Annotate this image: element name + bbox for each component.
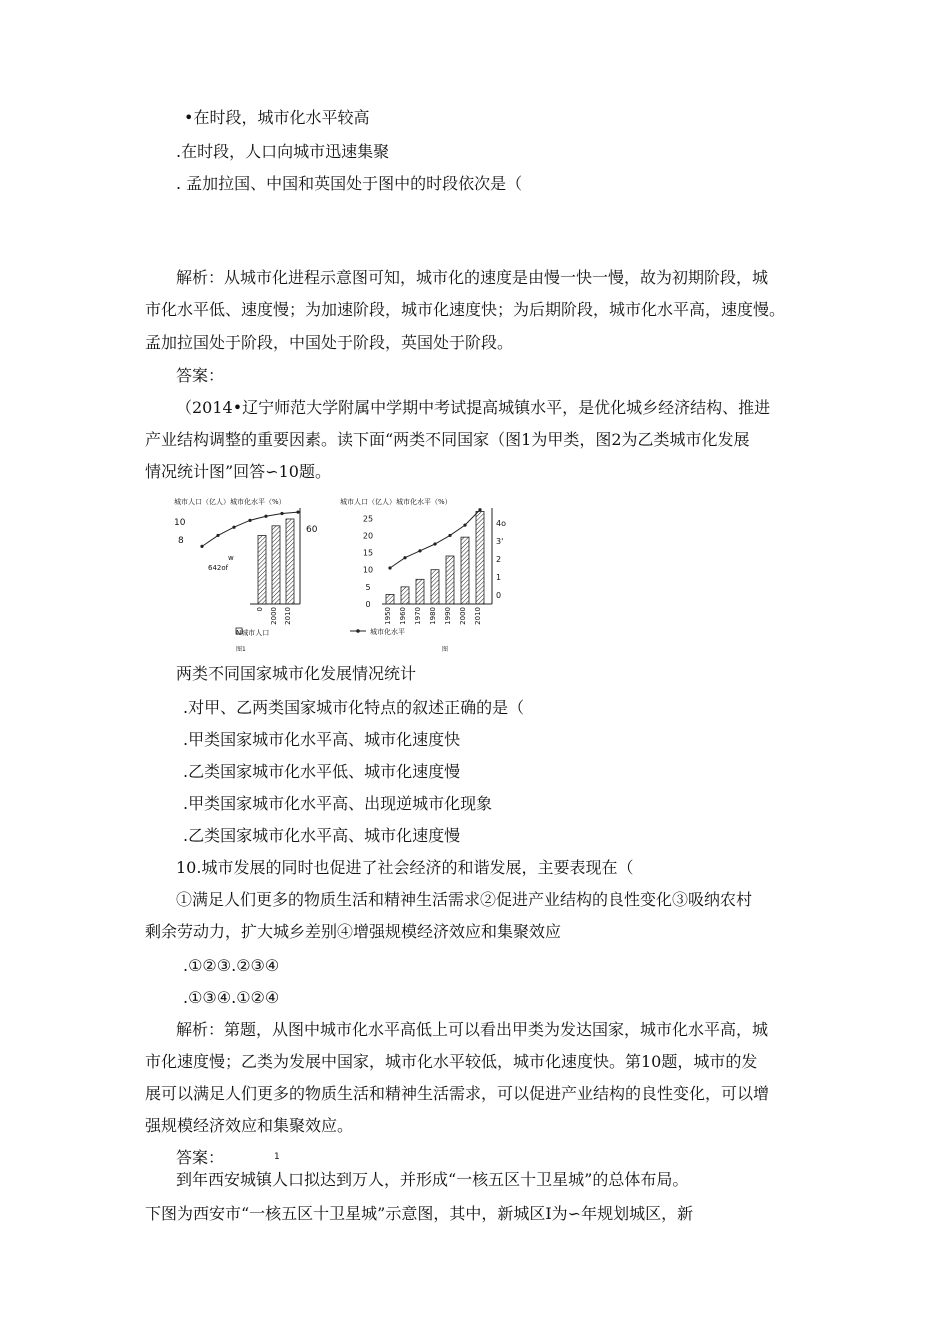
chart1-level-line [202, 512, 298, 546]
chart2-level-point [433, 542, 436, 545]
analysis-line: 解析：第题，从图中城市化水平高低上可以看出甲类为发达国家，城市化水平高，城 [176, 1020, 769, 1039]
chart1-right-tick: 60 [306, 525, 318, 535]
chart1-level-point [264, 515, 267, 518]
page-number: 1 [274, 1152, 280, 1162]
chart2-x-tick: 1950 [384, 607, 392, 625]
intro-line: 到年西安城镇人口拟达到万人，并形成“一核五区十卫星城”的总体布局。 [176, 1170, 689, 1189]
chart2-bar [461, 537, 469, 604]
chart1-title: 图1 [236, 646, 246, 653]
chart1-ytick: 10 [174, 518, 186, 528]
chart1-annotation: 642of [208, 564, 229, 572]
chart2-x-tick: 1990 [444, 607, 452, 625]
chart1-header: 城市人口（亿人）城市化水平（%） [174, 498, 286, 506]
chart1-legend: N城市人口 [236, 629, 270, 637]
chart1-ytick: 8 [178, 536, 184, 546]
chart2-bar [446, 556, 454, 604]
chart1-annotation: w [228, 554, 234, 562]
chart2-bar [476, 511, 484, 604]
chart2-y-tick: 25 [362, 514, 374, 524]
chart2-level-point [463, 524, 466, 527]
question-line: . 孟加拉国、中国和英国处于图中的时段依次是（ [176, 174, 523, 193]
option-line: .在时段，人口向城市迅速集聚 [176, 142, 390, 161]
chart1-bar [272, 526, 280, 604]
intro-line: 情况统计图”回答∽10题。 [145, 462, 331, 481]
chart1-level-point [232, 526, 235, 529]
chart2-right-tick: 3' [496, 537, 504, 546]
question-line: .对甲、乙两类国家城市化特点的叙述正确的是（ [183, 698, 525, 717]
chart2-level-point [418, 549, 421, 552]
statement-line: ①满足人们更多的物质生活和精神生活需求②促进产业结构的良性变化③吸纳农村 [176, 890, 753, 909]
chart1-x-tick: 2000 [270, 607, 278, 625]
figure-caption: 两类不同国家城市化发展情况统计 [176, 664, 417, 683]
chart1-level-point [200, 545, 203, 548]
option-line: .甲类国家城市化水平高、城市化速度快 [183, 730, 461, 749]
intro-line: 产业结构调整的重要因素。读下面“两类不同国家（图1为甲类，图2为乙类城市化发展 [145, 430, 750, 449]
chart2-x-tick: 2000 [459, 607, 467, 625]
chart1-level-point [216, 534, 219, 537]
question-line: 10.城市发展的同时也促进了社会经济的和谐发展，主要表现在（ [176, 858, 634, 877]
option-line: •在时段，城市化水平较高 [184, 108, 370, 127]
chart2-y-tick: 10 [362, 565, 374, 575]
chart2-title: 图 [442, 646, 449, 653]
chart1-x-tick: 2010 [284, 607, 292, 625]
chart1-level-point [296, 511, 299, 514]
analysis-line: 市化速度慢；乙类为发展中国家，城市化水平较低，城市化速度快。第10题，城市的发 [145, 1052, 758, 1071]
chart2-y-tick: 0 [365, 600, 371, 609]
option-line: .乙类国家城市化水平低、城市化速度慢 [183, 762, 461, 781]
chart2-level-point [388, 566, 391, 569]
answer-label: 答案： [176, 1148, 225, 1167]
chart2-x-tick: 1980 [429, 607, 437, 625]
chart2-right-tick: 1 [496, 573, 502, 582]
intro-line: （2014•辽宁师范大学附属中学期中考试提高城镇水平，是优化城乡经济结构、推进 [176, 398, 771, 417]
analysis-line: 孟加拉国处于阶段，中国处于阶段，英国处于阶段。 [145, 333, 514, 352]
analysis-line: 解析：从城市化进程示意图可知，城市化的速度是由慢一快一慢，故为初期阶段，城 [176, 268, 769, 287]
intro-line: 下图为西安市“一核五区十卫星城”示意图，其中，新城区Ⅰ为∽年规划城区，新 [145, 1204, 694, 1223]
analysis-line: 强规模经济效应和集聚效应。 [145, 1116, 354, 1135]
chart2-right-tick: 4o [496, 519, 506, 528]
chart2-x-tick: 1970 [414, 607, 422, 625]
chart2-x-tick: 2010 [474, 607, 482, 625]
chart2-right-tick: 0 [496, 591, 502, 600]
analysis-line: 展可以满足人们更多的物质生活和精神生活需求，可以促进产业结构的良性变化，可以增 [145, 1084, 770, 1103]
chart2-header: 城市人口（亿人）城市化水平（%） [340, 498, 452, 506]
chart2-bar [401, 587, 409, 604]
chart2-bar [431, 570, 439, 604]
chart1-level-point [248, 519, 251, 522]
chart1-bar [286, 519, 294, 604]
analysis-line: 市化水平低、速度慢；为加速阶段，城市化速度快；为后期阶段，城市化水平高，速度慢。 [145, 300, 786, 319]
chart2-y-tick: 15 [362, 548, 374, 558]
chart2-bar [416, 579, 424, 604]
chart1-x-tick: 0 [256, 607, 264, 612]
urbanization-chart-svg [172, 494, 512, 654]
chart2-level-point [403, 556, 406, 559]
chart2-level-point [478, 508, 481, 511]
option-line: .乙类国家城市化水平高、城市化速度慢 [183, 826, 461, 845]
chart2-x-tick: 1960 [399, 607, 407, 625]
chart2-y-tick: 20 [362, 531, 374, 541]
option-line: .①②③.②③④ [183, 956, 280, 975]
option-line: .甲类国家城市化水平高、出现逆城市化现象 [183, 794, 493, 813]
chart2-legend-marker [356, 629, 360, 633]
chart2-level-point [448, 534, 451, 537]
option-line: .①③④.①②④ [183, 988, 280, 1007]
chart2-y-tick: 5 [365, 582, 371, 592]
urbanization-figure [172, 494, 512, 654]
chart2-legend: 城市化水平 [370, 628, 405, 636]
chart2-right-tick: 2 [496, 555, 502, 564]
chart1-bar [258, 535, 266, 604]
statement-line: 剩余劳动力，扩大城乡差别④增强规模经济效应和集聚效应 [145, 922, 562, 941]
chart1-level-point [280, 512, 283, 515]
answer-label: 答案： [176, 366, 225, 385]
chart2-bar [386, 594, 394, 604]
